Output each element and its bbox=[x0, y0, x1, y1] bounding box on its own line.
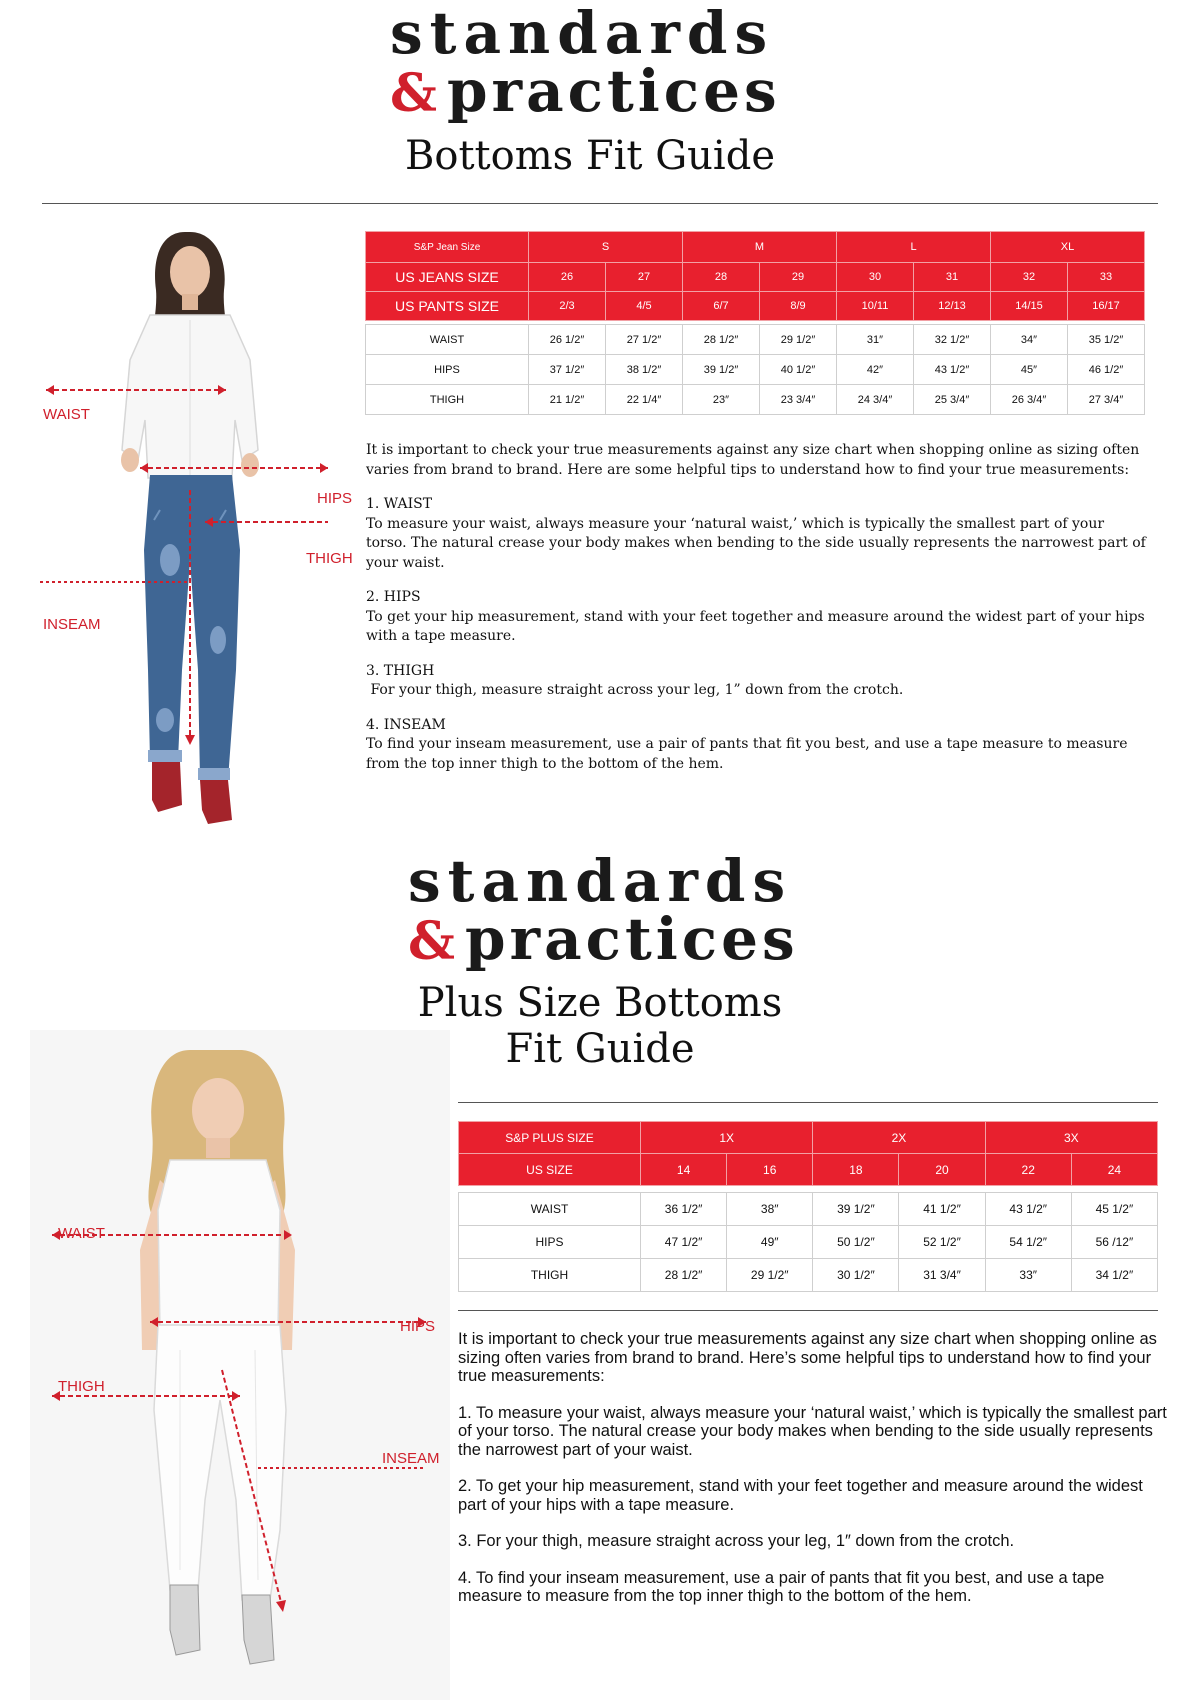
brand-line2: practices bbox=[446, 57, 781, 125]
cell: 12/13 bbox=[914, 292, 991, 321]
intro-text: It is important to check your true measurements against any size chart when shopping online as sizing often varies from brand to brand. Here are some helpful tips to understand how to find your true measurements: bbox=[366, 442, 1140, 478]
tip-text: To find your inseam measurement, use a pair of pants that fit you best, and use a tape measure to measure from the top inner thigh to the bottom of the hem. bbox=[366, 736, 1128, 772]
row-label-hips: HIPS bbox=[366, 355, 529, 385]
cell: 30 1/2″ bbox=[813, 1259, 899, 1292]
cell: 16 bbox=[727, 1154, 813, 1186]
model-figure-plus bbox=[30, 1030, 450, 1690]
cell: 4/5 bbox=[606, 292, 683, 321]
tip-inseam bbox=[366, 716, 1146, 775]
cell: 43 1/2″ bbox=[914, 355, 991, 385]
cell: 26 bbox=[529, 263, 606, 292]
measure-label-thigh: THIGH bbox=[306, 550, 353, 567]
cell: 37 1/2″ bbox=[529, 355, 606, 385]
cell: 22 bbox=[985, 1154, 1071, 1186]
cell: 24 3/4″ bbox=[837, 385, 914, 415]
cell: 2/3 bbox=[529, 292, 606, 321]
tip-text: To get your hip measurement, stand with your feet together and measure around the widest part of your hips with a tape measure. bbox=[366, 608, 1145, 644]
tip-thigh bbox=[366, 662, 1146, 701]
cell: 46 1/2″ bbox=[1068, 355, 1145, 385]
cell: 42″ bbox=[837, 355, 914, 385]
cell: 18 bbox=[813, 1154, 899, 1186]
table-header-label: S&P Jean Size bbox=[366, 232, 529, 263]
measure-label-waist: WAIST bbox=[43, 406, 90, 423]
cell: 26 3/4″ bbox=[991, 385, 1068, 415]
divider bbox=[458, 1310, 1158, 1311]
tip-thigh: 3. For your thigh, measure straight across your leg, 1″ down from the crotch. bbox=[458, 1532, 1015, 1550]
tip-text: To measure your waist, always measure your ‘natural waist,’ which is typically the smallest part of your torso. The natural crease your body makes when bending to the side usually represents the narrowest part of your waist. bbox=[366, 515, 1146, 571]
cell: 23″ bbox=[683, 385, 760, 415]
cell: 41 1/2″ bbox=[899, 1193, 985, 1226]
tip-heading: 3. THIGH bbox=[366, 662, 435, 679]
cell: 29 1/2″ bbox=[760, 325, 837, 355]
cell: 38 1/2″ bbox=[606, 355, 683, 385]
cell: 31″ bbox=[837, 325, 914, 355]
brand-ampersand: & bbox=[408, 911, 459, 972]
size-group-2x: 2X bbox=[813, 1122, 985, 1154]
cell: 32 bbox=[991, 263, 1068, 292]
tip-waist bbox=[366, 495, 1146, 573]
tip-heading: 1. WAIST bbox=[366, 496, 433, 512]
cell: 45″ bbox=[991, 355, 1068, 385]
divider bbox=[42, 203, 1158, 204]
cell: 52 1/2″ bbox=[899, 1226, 985, 1259]
cell: 35 1/2″ bbox=[1068, 325, 1145, 355]
brand-ampersand: & bbox=[390, 63, 441, 124]
size-group-s: S bbox=[529, 232, 683, 263]
cell: 6/7 bbox=[683, 292, 760, 321]
cell: 33″ bbox=[985, 1259, 1071, 1292]
size-group-l: L bbox=[837, 232, 991, 263]
row-label-jeans: US JEANS SIZE bbox=[366, 263, 529, 292]
cell: 32 1/2″ bbox=[914, 325, 991, 355]
size-group-3x: 3X bbox=[985, 1122, 1157, 1154]
guide-instructions bbox=[366, 441, 1146, 789]
size-group-1x: 1X bbox=[641, 1122, 813, 1154]
guide-title-line2: Fit Guide bbox=[505, 1026, 695, 1072]
brand-logo bbox=[408, 847, 799, 973]
cell: 28 1/2″ bbox=[683, 325, 760, 355]
cell: 23 3/4″ bbox=[760, 385, 837, 415]
tip-waist: 1. To measure your waist, always measure your ‘natural waist,’ which is typically the smallest part of your torso. The natural crease your body makes when bending to the side usually represents the narrowest part of your waist. bbox=[458, 1403, 1167, 1459]
brand-line1: standards bbox=[390, 0, 775, 67]
divider bbox=[458, 1102, 1158, 1103]
row-label-us-size: US SIZE bbox=[459, 1154, 641, 1186]
brand-logo bbox=[390, 0, 781, 125]
cell: 34″ bbox=[991, 325, 1068, 355]
cell: 33 bbox=[1068, 263, 1145, 292]
cell: 43 1/2″ bbox=[985, 1193, 1071, 1226]
plus-size-chart-table bbox=[458, 1121, 1158, 1292]
tip-hips bbox=[366, 588, 1146, 647]
guide-title-line1: Plus Size Bottoms bbox=[417, 980, 783, 1026]
cell: 20 bbox=[899, 1154, 985, 1186]
cell: 30 bbox=[837, 263, 914, 292]
cell: 56 /12″ bbox=[1071, 1226, 1157, 1259]
measure-label-thigh: THIGH bbox=[58, 1378, 105, 1395]
size-group-xl: XL bbox=[991, 232, 1145, 263]
cell: 8/9 bbox=[760, 292, 837, 321]
cell: 27 bbox=[606, 263, 683, 292]
guide-title bbox=[400, 980, 800, 1072]
tip-inseam: 4. To find your inseam measurement, use a pair of pants that fit you best, and use a tape measure to measure from the top inner thigh to the bottom of the hem. bbox=[458, 1568, 1105, 1605]
measure-label-hips: HIPS bbox=[400, 1318, 436, 1335]
cell: 26 1/2″ bbox=[529, 325, 606, 355]
cell: 27 1/2″ bbox=[606, 325, 683, 355]
model-figure-jeans bbox=[40, 220, 360, 830]
cell: 36 1/2″ bbox=[641, 1193, 727, 1226]
cell: 39 1/2″ bbox=[683, 355, 760, 385]
row-label-waist: WAIST bbox=[459, 1193, 641, 1226]
cell: 27 3/4″ bbox=[1068, 385, 1145, 415]
cell: 14 bbox=[641, 1154, 727, 1186]
cell: 54 1/2″ bbox=[985, 1226, 1071, 1259]
cell: 29 bbox=[760, 263, 837, 292]
cell: 29 1/2″ bbox=[727, 1259, 813, 1292]
size-chart-table bbox=[365, 231, 1145, 415]
row-label-pants: US PANTS SIZE bbox=[366, 292, 529, 321]
row-label-hips: HIPS bbox=[459, 1226, 641, 1259]
measure-label-waist: WAIST bbox=[58, 1225, 105, 1242]
plus-guide-instructions bbox=[458, 1330, 1168, 1624]
brand-line1: standards bbox=[408, 847, 793, 915]
cell: 49″ bbox=[727, 1226, 813, 1259]
cell: 47 1/2″ bbox=[641, 1226, 727, 1259]
cell: 28 bbox=[683, 263, 760, 292]
cell: 10/11 bbox=[837, 292, 914, 321]
cell: 40 1/2″ bbox=[760, 355, 837, 385]
row-label-thigh: THIGH bbox=[366, 385, 529, 415]
cell: 16/17 bbox=[1068, 292, 1145, 321]
cell: 31 bbox=[914, 263, 991, 292]
cell: 38″ bbox=[727, 1193, 813, 1226]
cell: 22 1/4″ bbox=[606, 385, 683, 415]
row-label-thigh: THIGH bbox=[459, 1259, 641, 1292]
cell: 39 1/2″ bbox=[813, 1193, 899, 1226]
tip-hips: 2. To get your hip measurement, stand with your feet together and measure around the widest part of your hips with a tape measure. bbox=[458, 1477, 1143, 1514]
tip-heading: 2. HIPS bbox=[366, 589, 421, 605]
brand-line2: practices bbox=[464, 905, 799, 973]
cell: 28 1/2″ bbox=[641, 1259, 727, 1292]
size-group-m: M bbox=[683, 232, 837, 263]
cell: 25 3/4″ bbox=[914, 385, 991, 415]
measure-label-inseam: INSEAM bbox=[43, 616, 101, 633]
table-header-label: S&P PLUS SIZE bbox=[459, 1122, 641, 1154]
cell: 34 1/2″ bbox=[1071, 1259, 1157, 1292]
measure-label-inseam: INSEAM bbox=[382, 1450, 440, 1467]
intro-text: It is important to check your true measurements against any size chart when shopping online as sizing often varies from brand to brand. Here’s some helpful tips to understand how to find your true measurements: bbox=[458, 1330, 1157, 1385]
row-label-waist: WAIST bbox=[366, 325, 529, 355]
cell: 24 bbox=[1071, 1154, 1157, 1186]
guide-title: Bottoms Fit Guide bbox=[405, 133, 775, 179]
cell: 14/15 bbox=[991, 292, 1068, 321]
cell: 31 3/4″ bbox=[899, 1259, 985, 1292]
tip-heading: 4. INSEAM bbox=[366, 716, 446, 733]
cell: 21 1/2″ bbox=[529, 385, 606, 415]
cell: 45 1/2″ bbox=[1071, 1193, 1157, 1226]
measure-label-hips: HIPS bbox=[317, 490, 353, 507]
cell: 50 1/2″ bbox=[813, 1226, 899, 1259]
tip-text: For your thigh, measure straight across your leg, 1” down from the crotch. bbox=[366, 682, 904, 698]
